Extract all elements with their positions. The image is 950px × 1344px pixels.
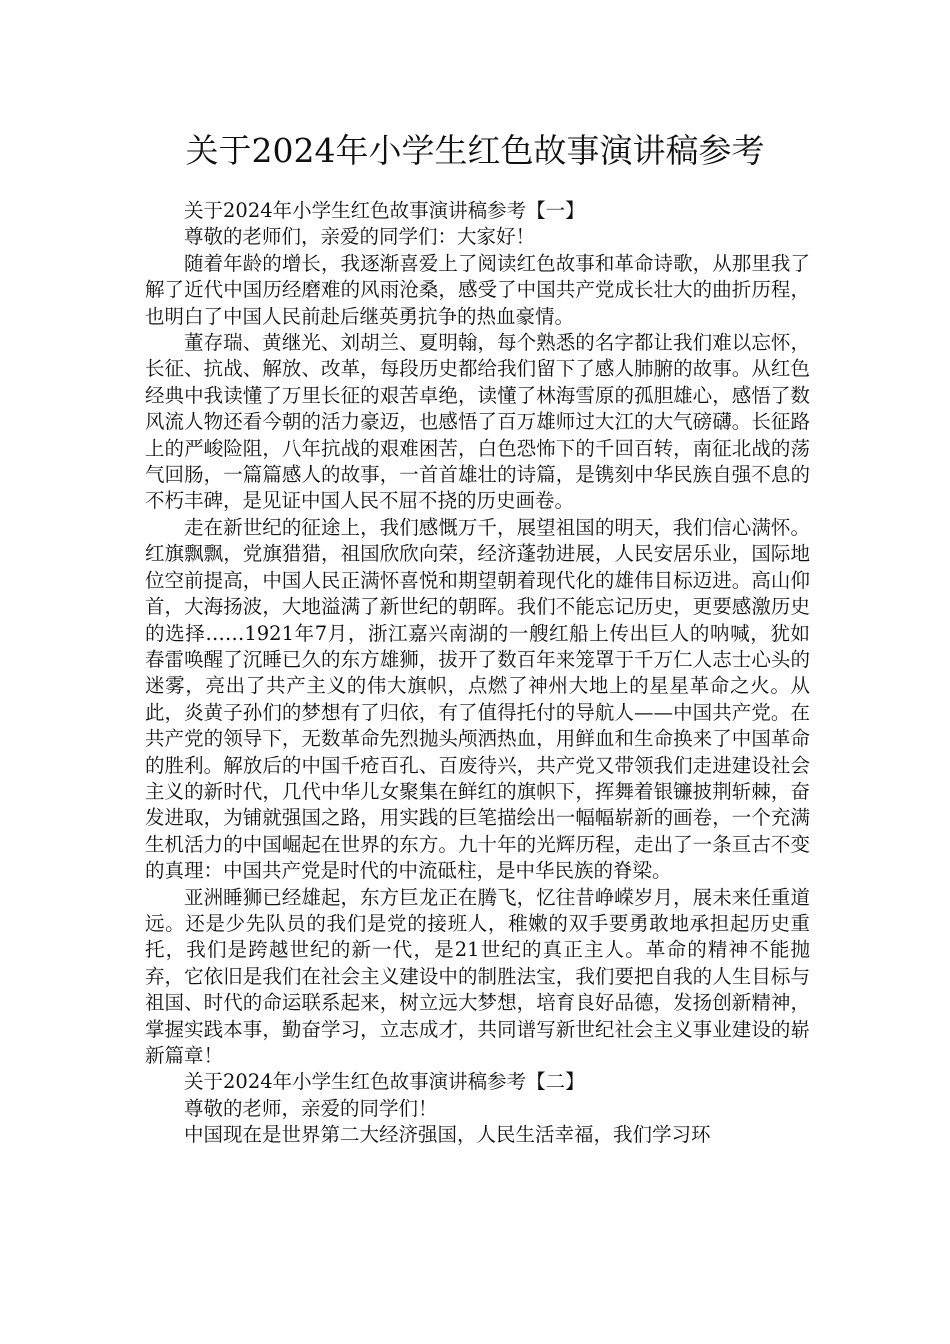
- greeting-2: 尊敬的老师，亲爱的同学们！: [184, 1096, 438, 1120]
- paragraph: 亚洲睡狮已经雄起，东方巨龙正在腾飞，忆往昔峥嵘岁月，展未来任重道远。还是少先队员的我们是党的接班人，稚嫩的双手要勇敢地承担起历史重托，我们是跨越世纪的新一代，是21世纪的真正主人。革命的精神不能抛弃，它依旧是我们在社会主义建设中的制胜法宝，我们要把自我的人生目标与祖国、时代的命运联系起来，树立远大梦想，培育良好品德，发扬创新精神，掌握实践本事，勤奋学习，立志成才，共同谱写新世纪社会主义事业建设的崭新篇章！: [145, 885, 810, 1067]
- section-heading-1: 关于2024年小学生红色故事演讲稿参考【一】: [184, 199, 585, 222]
- paragraph: 随着年龄的增长，我逐渐喜爱上了阅读红色故事和革命诗歌，从那里我了解了近代中国历经磨难的风雨沧桑，感受了中国共产党成长壮大的曲折历程，也明白了中国人民前赴后继英勇抗争的热血豪情。: [145, 251, 810, 328]
- paragraph: 董存瑞、黄继光、刘胡兰、夏明翰，每个熟悉的名字都让我们难以忘怀，长征、抗战、解放、改革，每段历史都给我们留下了感人肺腑的故事。从红色经典中我读懂了万里长征的艰苦卓绝，读懂了林海雪原的孤胆雄心，感悟了数风流人物还看今朝的活力豪迈，也感悟了百万雄师过大江的大气磅礴。长征路上的严峻险阻，八年抗战的艰难困苦，白色恐怖下的千回百转，南征北战的荡气回肠，一篇篇感人的故事，一首首雄壮的诗篇，是镌刻中华民族自强不息的不朽丰碑，是见证中国人民不屈不挠的历史画卷。: [145, 331, 810, 513]
- document-title: 关于2024年小学生红色故事演讲稿参考: [185, 131, 765, 170]
- section-heading-2: 关于2024年小学生红色故事演讲稿参考【二】: [184, 1070, 585, 1094]
- paragraph: 中国现在是世界第二大经济强国，人民生活幸福，我们学习环: [184, 1123, 711, 1147]
- document-body: [145, 198, 810, 1149]
- greeting-1: 尊敬的老师们，亲爱的同学们：大家好！: [184, 225, 536, 249]
- paragraph: 走在新世纪的征途上，我们感慨万千，展望祖国的明天，我们信心满怀。红旗飘飘，党旗猎猎，祖国欣欣向荣，经济蓬勃进展，人民安居乐业，国际地位空前提高，中国人民正满怀喜悦和期望朝着现代化的雄伟目标迈进。高山仰首，大海扬波，大地溢满了新世纪的朝晖。我们不能忘记历史，更要感激历史的选择……1921年7月，浙江嘉兴南湖的一艘红船上传出巨人的呐喊，犹如春雷唤醒了沉睡已久的东方雄狮，拔开了数百年来笼罩于千万仁人志士心头的迷雾，亮出了共产主义的伟大旗帜，点燃了神州大地上的星星革命之火。从此，炎黄子孙们的梦想有了归依，有了值得托付的导航人——中国共产党。在共产党的领导下，无数革命先烈抛头颅洒热血，用鲜血和生命换来了中国革命的胜利。解放后的中国千疮百孔、百废待兴，共产党又带领我们走进建设社会主义的新时代，几代中华儿女聚集在鲜红的旗帜下，挥舞着银镰披荆斩棘，奋发进取，为铺就强国之路，用实践的巨笔描绘出一幅幅崭新的画卷，一个充满生机活力的中国崛起在世界的东方。九十年的光辉历程，走出了一条亘古不变的真理：中国共产党是时代的中流砥柱，是中华民族的脊梁。: [145, 515, 810, 883]
